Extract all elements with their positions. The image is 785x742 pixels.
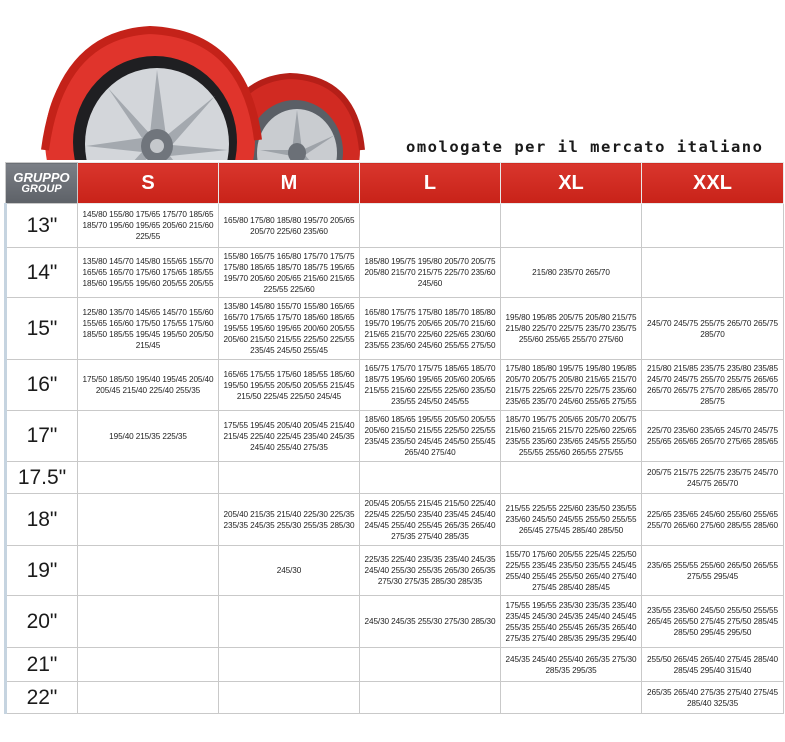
tire-sizes-cell: 165/65 175/55 175/60 185/55 185/60 195/50 195/55 205/50 205/55 215/45 215/50 225/45 225/50 245/45	[219, 360, 360, 411]
tire-sizes-cell: 205/75 215/75 225/75 235/75 245/70 245/75 265/70	[642, 462, 784, 494]
size-header-xl: XL	[501, 163, 642, 204]
table-row	[6, 411, 784, 462]
size-header-l: L	[360, 163, 501, 204]
tire-sizes-cell	[219, 648, 360, 682]
tire-sizes-cell: 175/55 195/45 205/40 205/45 215/40 215/45 225/40 225/45 235/40 245/35 245/40 255/40 275/35	[219, 411, 360, 462]
tire-sizes-cell: 225/70 235/60 235/65 245/70 245/75 255/65 265/65 265/70 275/65 285/65	[642, 411, 784, 462]
tire-sizes-cell	[360, 648, 501, 682]
table-row	[6, 648, 784, 682]
rim-size-cell: 21"	[6, 648, 78, 682]
front-wheel-sock	[45, 30, 258, 160]
rim-size-cell: 16"	[6, 360, 78, 411]
group-label-it: GRUPPO	[13, 170, 70, 185]
tire-sizes-cell	[501, 682, 642, 714]
rim-size-cell: 22"	[6, 682, 78, 714]
tire-sizes-cell: 175/80 185/80 195/75 195/80 195/85 205/70 205/75 205/80 215/65 215/70 215/75 225/65 225/70 225/75 235/60 235/65 235/70 245/60 255/65 275/55	[501, 360, 642, 411]
tire-sizes-cell: 195/80 195/85 205/75 205/80 215/75 215/80 225/70 225/75 235/70 235/75 255/60 255/65 255/70 275/60	[501, 298, 642, 360]
tire-sizes-cell	[501, 204, 642, 248]
homologation-tagline: omologate per il mercato italiano	[406, 138, 764, 156]
tire-sizes-cell	[642, 248, 784, 298]
tire-sizes-cell	[642, 204, 784, 248]
rim-size-cell: 17"	[6, 411, 78, 462]
tire-sizes-cell: 185/60 185/65 195/55 205/50 205/55 205/60 215/50 215/55 225/50 225/55 235/45 235/50 245/45 245/50 255/45 265/40 275/40	[360, 411, 501, 462]
tire-sizes-cell: 205/45 205/55 215/45 215/50 225/40 225/45 225/50 235/40 235/45 245/40 245/45 255/40 255/45 265/35 265/40 275/35 275/40 285/35	[360, 494, 501, 546]
table-row	[6, 494, 784, 546]
table-row	[6, 596, 784, 648]
table-row	[6, 682, 784, 714]
tire-sizes-cell: 135/80 145/70 145/80 155/65 155/70 165/65 165/70 175/60 175/65 185/55 185/60 195/55 195/60 205/55 205/55	[78, 248, 219, 298]
table-row	[6, 462, 784, 494]
size-header-s: S	[78, 163, 219, 204]
tire-sizes-cell: 185/70 195/75 205/65 205/70 205/75 215/60 215/65 215/70 225/60 225/65 235/55 235/60 235/65 245/55 255/50 255/55 255/60 265/55 275/55	[501, 411, 642, 462]
tire-sizes-cell: 255/50 265/45 265/40 275/45 285/40 285/45 295/40 315/40	[642, 648, 784, 682]
size-header-row	[6, 163, 784, 204]
tire-sizes-cell: 175/50 185/50 195/40 195/45 205/40 205/45 215/40 225/40 255/35	[78, 360, 219, 411]
size-chart-table	[4, 162, 784, 714]
rim-size-cell: 15"	[6, 298, 78, 360]
tire-sizes-cell	[78, 494, 219, 546]
tire-sizes-cell: 215/80 235/70 265/70	[501, 248, 642, 298]
tire-sizes-cell: 175/55 195/55 235/30 235/35 235/40 235/45 245/30 245/35 245/40 245/45 255/35 255/40 255/45 265/35 265/40 275/35 275/40 285/35 295/35 295/40	[501, 596, 642, 648]
tire-sizes-cell: 265/35 265/40 275/35 275/40 275/45 285/40 325/35	[642, 682, 784, 714]
tire-sizes-cell	[78, 682, 219, 714]
size-header-m: M	[219, 163, 360, 204]
tire-sizes-cell: 145/80 155/80 175/65 175/70 185/65 185/70 195/60 195/65 205/60 215/60 225/55	[78, 204, 219, 248]
tire-sock-illustration	[0, 0, 785, 160]
tire-sizes-cell	[78, 648, 219, 682]
tire-sizes-cell	[78, 546, 219, 596]
tire-sizes-cell: 165/75 175/70 175/75 185/65 185/70 185/75 195/60 195/65 205/60 205/65 215/55 215/60 225/55 225/60 235/50 235/55 245/50 245/55	[360, 360, 501, 411]
rim-size-cell: 13"	[6, 204, 78, 248]
tire-sizes-cell: 235/65 255/55 255/60 265/50 265/55 275/55 295/45	[642, 546, 784, 596]
tire-sizes-cell: 225/35 225/40 235/35 235/40 245/35 245/40 255/30 255/35 265/30 265/35 275/30 275/35 285/30 285/35	[360, 546, 501, 596]
tire-sizes-cell	[78, 596, 219, 648]
size-header-xxl: XXL	[642, 163, 784, 204]
tire-sizes-cell	[219, 682, 360, 714]
table-row	[6, 298, 784, 360]
tire-sizes-cell: 245/70 245/75 255/75 265/70 265/75 285/70	[642, 298, 784, 360]
tire-sizes-cell: 225/65 235/65 245/60 255/60 255/65 255/70 265/60 275/60 285/55 285/60	[642, 494, 784, 546]
tire-sizes-cell: 235/55 235/60 245/50 255/50 255/55 265/45 265/50 275/45 275/50 285/45 285/50 295/45 295/50	[642, 596, 784, 648]
table-row	[6, 360, 784, 411]
tire-sizes-cell: 215/55 225/55 225/60 235/50 235/55 235/60 245/50 245/55 255/50 255/55 265/45 275/45 285/40 285/50	[501, 494, 642, 546]
table-row	[6, 248, 784, 298]
tire-sizes-cell: 125/80 135/70 145/65 145/70 155/60 155/65 165/60 175/50 175/55 175/60 185/50 185/55 195/45 195/50 205/50 215/45	[78, 298, 219, 360]
tire-sizes-cell: 195/40 215/35 225/35	[78, 411, 219, 462]
tire-sizes-cell: 215/80 215/85 235/75 235/80 235/85 245/70 245/75 255/70 255/75 265/65 265/70 265/75 275/70 285/65 285/70 285/75	[642, 360, 784, 411]
rim-size-cell: 18"	[6, 494, 78, 546]
product-hero-image	[0, 0, 785, 160]
rim-size-cell: 19"	[6, 546, 78, 596]
rim-size-cell: 17.5"	[6, 462, 78, 494]
tire-sizes-cell	[78, 462, 219, 494]
rim-size-cell: 20"	[6, 596, 78, 648]
group-header-cell	[6, 163, 78, 204]
tire-sizes-cell: 185/80 195/75 195/80 205/70 205/75 205/80 215/70 215/75 225/70 235/60 245/60	[360, 248, 501, 298]
tire-sizes-cell: 245/30	[219, 546, 360, 596]
tire-sizes-cell: 165/80 175/75 175/80 185/70 185/80 195/70 195/75 205/65 205/70 215/60 215/65 215/70 225/60 225/65 230/60 235/55 235/60 245/60 255/55 275/50	[360, 298, 501, 360]
tire-sizes-cell: 155/70 175/60 205/55 225/45 225/50 225/55 235/45 235/50 235/55 245/45 255/40 255/45 255/50 265/40 275/40 275/45 285/40 285/45	[501, 546, 642, 596]
tire-sizes-cell	[219, 596, 360, 648]
tire-sizes-cell: 165/80 175/80 185/80 195/70 205/65 205/70 225/60 235/60	[219, 204, 360, 248]
rim-size-cell: 14"	[6, 248, 78, 298]
tire-sizes-cell: 205/40 215/35 215/40 225/30 225/35 235/35 245/35 255/30 255/35 285/30	[219, 494, 360, 546]
tire-sizes-cell	[501, 462, 642, 494]
tire-sizes-cell: 135/80 145/80 155/70 155/80 165/65 165/70 175/65 175/70 185/60 185/65 195/55 195/60 195/65 200/60 205/55 205/60 215/50 215/55 225/50 225/55 235/45 245/50 255/45	[219, 298, 360, 360]
table-row	[6, 546, 784, 596]
tire-sizes-cell	[360, 462, 501, 494]
tire-sizes-cell: 245/30 245/35 255/30 275/30 285/30	[360, 596, 501, 648]
tire-sizes-cell: 245/35 245/40 255/40 265/35 275/30 285/35 295/35	[501, 648, 642, 682]
tire-sizes-cell	[360, 682, 501, 714]
tire-sizes-cell	[219, 462, 360, 494]
table-row	[6, 204, 784, 248]
group-label-en: GROUP	[21, 183, 62, 195]
tire-sizes-cell: 155/80 165/75 165/80 175/70 175/75 175/80 185/65 185/70 185/75 195/65 195/70 205/60 205/65 215/60 215/65 225/55 225/60	[219, 248, 360, 298]
tire-sizes-cell	[360, 204, 501, 248]
